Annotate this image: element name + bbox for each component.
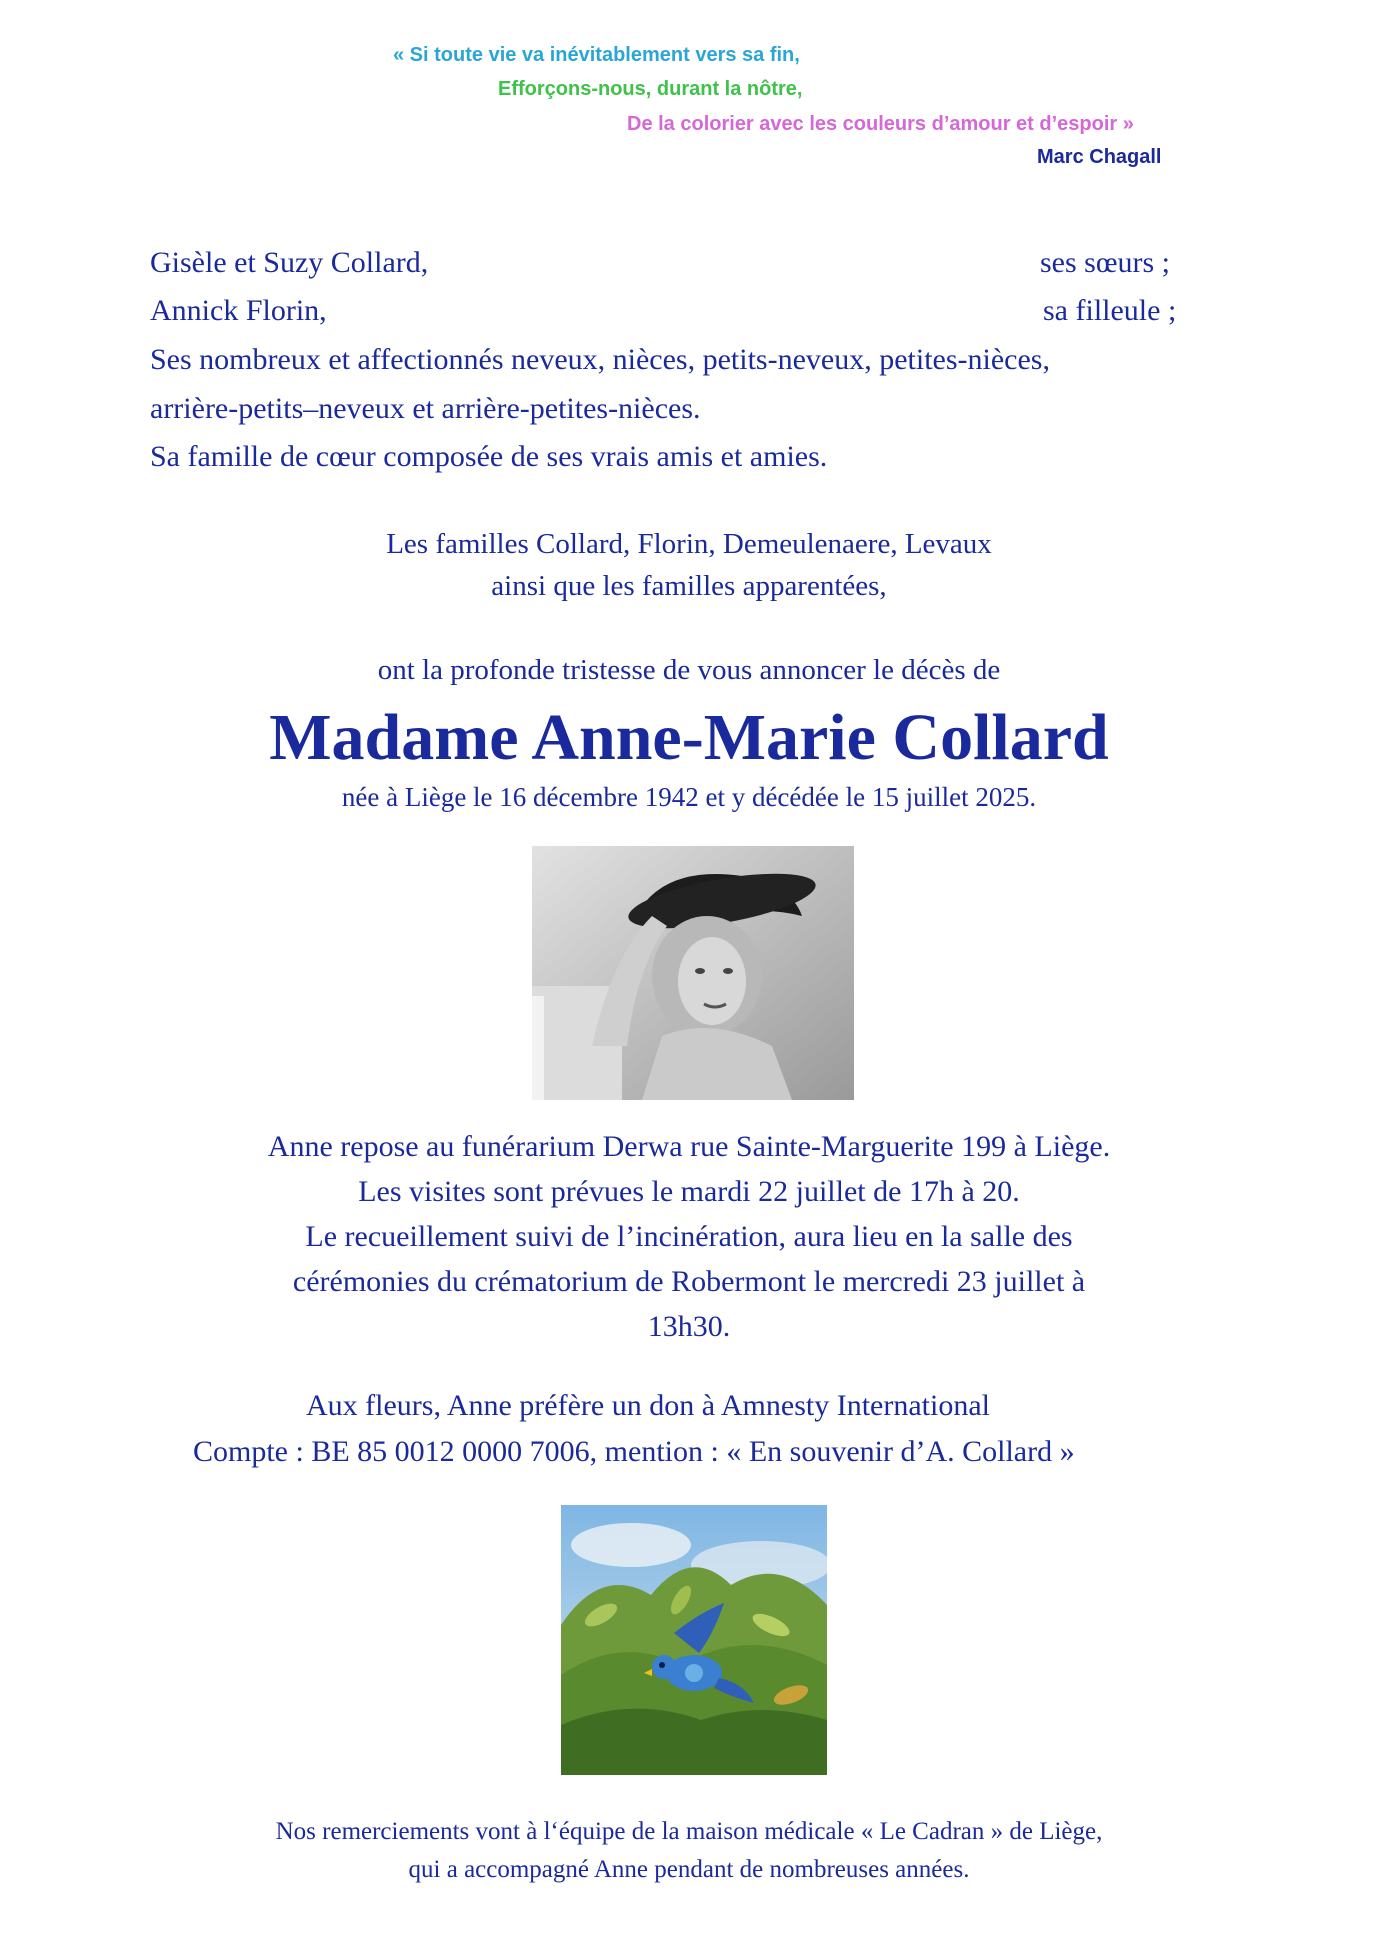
families-line-1: Les familles Collard, Florin, Demeulenaere, Levaux	[386, 528, 992, 560]
family-goddaughter-name: Annick Florin,	[150, 294, 327, 327]
ceremony-line-1: Le recueillement suivi de l’incinération, aura lieu en la salle des	[305, 1220, 1073, 1253]
donation-account: Compte : BE 85 0012 0000 7006, mention : « En souvenir d’A. Collard »	[193, 1435, 1075, 1468]
families-line-2: ainsi que les familles apparentées,	[491, 570, 887, 602]
quote-author: Marc Chagall	[1037, 146, 1162, 168]
family-sisters-relation: ses sœurs ;	[1040, 246, 1171, 279]
family-sisters-names: Gisèle et Suzy Collard,	[150, 246, 429, 279]
thanks-line-1: Nos remerciements vont à l‘équipe de la maison médicale « Le Cadran » de Liège,	[275, 1818, 1103, 1845]
ceremony-line-2: cérémonies du crématorium de Robermont le mercredi 23 juillet à	[292, 1265, 1086, 1298]
family-nephews-line-2: arrière-petits–neveux et arrière-petites-nièces.	[150, 392, 701, 425]
thanks-line-2: qui a accompagné Anne pendant de nombreuses années.	[408, 1856, 970, 1883]
portrait-photo	[532, 846, 854, 1100]
quote-line-2: Efforçons-nous, durant la nôtre,	[498, 78, 803, 100]
visit-times: Les visites sont prévues le mardi 22 juillet de 17h à 20.	[358, 1175, 1020, 1208]
ceremony-line-3: 13h30.	[647, 1310, 731, 1343]
wake-location: Anne repose au funérarium Derwa rue Sainte-Marguerite 199 à Liège.	[267, 1130, 1111, 1163]
birth-death-dates: née à Liège le 16 décembre 1942 et y décédée le 15 juillet 2025.	[341, 782, 1037, 812]
quote-line-3: De la colorier avec les couleurs d’amour et d’espoir »	[627, 113, 1134, 135]
family-friends: Sa famille de cœur composée de ses vrais amis et amies.	[150, 440, 828, 473]
family-goddaughter-relation: sa filleule ;	[1043, 294, 1177, 327]
donation-line-1: Aux fleurs, Anne préfère un don à Amnesty International	[306, 1389, 990, 1422]
deceased-name: Madame Anne-Marie Collard	[269, 701, 1109, 774]
announcement-text: ont la profonde tristesse de vous annoncer le décès de	[377, 654, 1001, 686]
quote-line-1: « Si toute vie va inévitablement vers sa fin,	[393, 44, 800, 66]
family-nephews-line-1: Ses nombreux et affectionnés neveux, nièces, petits-neveux, petites-nièces,	[150, 343, 1050, 376]
bird-photo	[561, 1505, 827, 1775]
